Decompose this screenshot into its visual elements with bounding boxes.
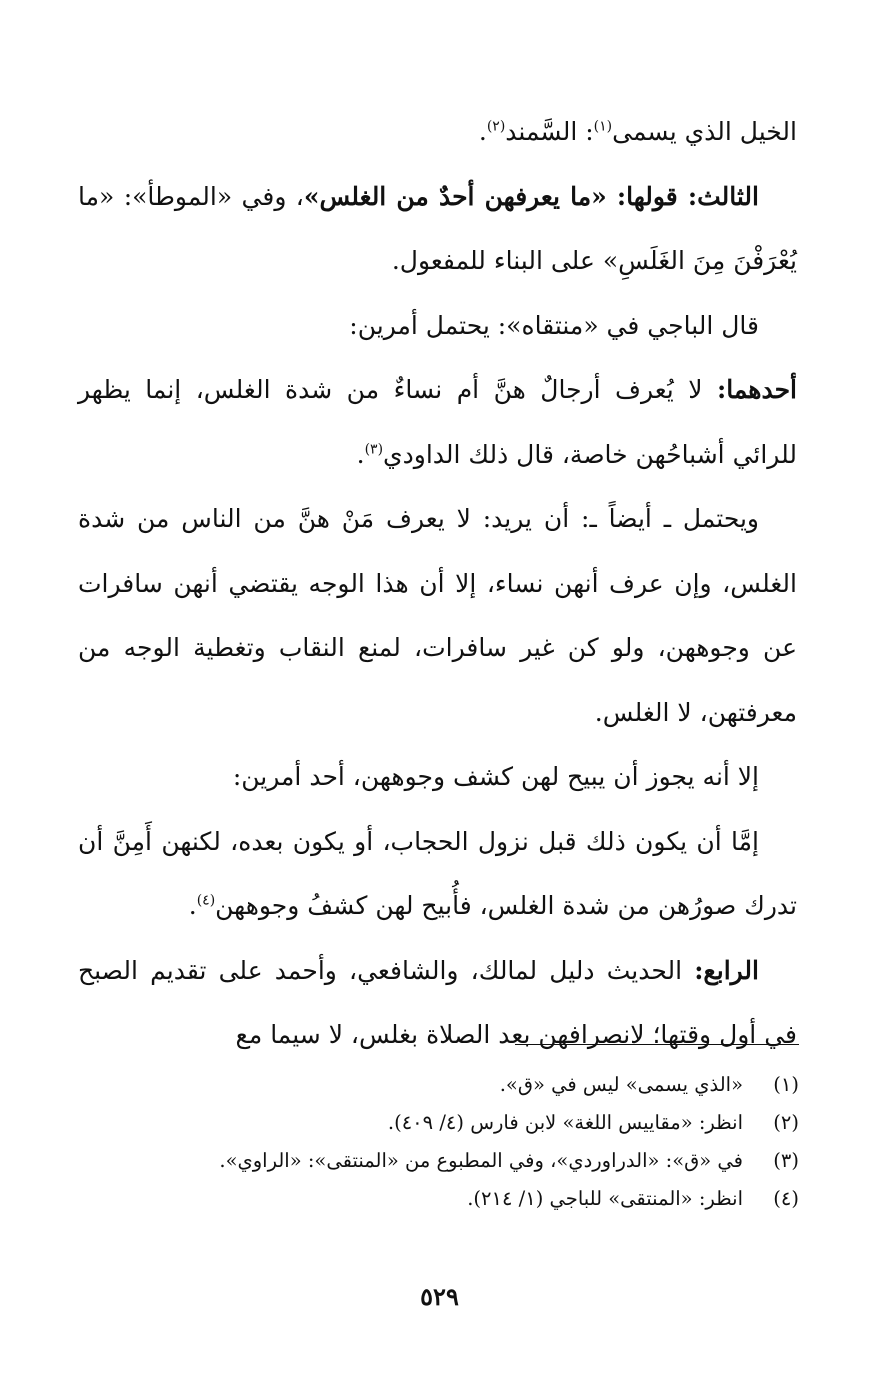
footnote (78, 1104, 799, 1142)
paragraph-4 (78, 358, 797, 487)
footnote (78, 1180, 799, 1218)
footnote-text: انظر: «مقاييس اللغة» لابن فارس (٤/ ٤٠٩). (387, 1111, 743, 1134)
footnote-number: (٤) (773, 1187, 799, 1210)
paragraph-7 (78, 810, 797, 939)
footnote-number: (١) (773, 1073, 799, 1096)
paragraph-8 (78, 939, 797, 1068)
paragraph-8-lead: الرابع: (694, 955, 759, 985)
footnote (78, 1142, 799, 1180)
paragraph-7-end: . (188, 891, 197, 920)
footnote-text: «الذي يسمى» ليس في «ق». (499, 1073, 743, 1096)
paragraph-7-text: إمَّا أن يكون ذلك قبل نزول الحجاب، أو يكون بعده، لكنهن أَمِنَّ أن تدرك صورُهن من شدة الغلس، فأُبيح لهن كشفُ وجوههن (78, 826, 797, 920)
paragraph-1 (78, 100, 797, 165)
footnote-divider (515, 1044, 799, 1045)
footnote-number: (٢) (773, 1111, 799, 1134)
paragraph-3: قال الباجي في «منتقاه»: يحتمل أمرين: (349, 310, 759, 340)
paragraph-6: إلا أنه يجوز أن يبيح لهن كشف وجوههن، أحد أمرين: (232, 762, 759, 791)
footnote-text: في «ق»: «الدراوردي»، وفي المطبوع من «المنتقى»: «الراوي». (219, 1149, 743, 1172)
paragraph-8-rest: الحديث دليل لمالك، والشافعي، وأحمد على تقديم الصبح في أول وقتها؛ لانصرافهن بعد الصلاة بغلس، لا سيما مع (78, 955, 797, 1049)
paragraph-1-text: الخيل الذي يسمى (612, 117, 797, 146)
main-text (78, 100, 797, 1068)
paragraph-2-lead: الثالث: قولها: «ما يعرفهن أحدٌ من الغلس» (303, 181, 759, 211)
footnotes (78, 1066, 799, 1218)
footnote-ref-4: (٤) (196, 892, 216, 909)
page-number: ٥٢٩ (420, 1282, 459, 1311)
footnote-ref-1: (١) (593, 118, 613, 135)
paragraph-4-end: . (356, 439, 365, 469)
paragraph-2 (78, 165, 797, 294)
paragraph-4-rest: لا يُعرف أرجالٌ هنَّ أم نساءٌ من شدة الغلس، إنما يظهر للرائي أشباحُهن خاصة، قال ذلك الداودي (78, 375, 797, 469)
footnote-ref-3: (٣) (364, 441, 384, 458)
paragraph-5: ويحتمل ـ أيضاً ـ: أن يريد: لا يعرف مَنْ هنَّ من الناس من شدة الغلس، وإن عرف أنهن نساء، إلا أن هذا الوجه يقتضي أنهن سافرات عن وجوههن، ولو كن غير سافرات، لمنع النقاب وتغطية الوجه من معرفتهن، لا الغلس. (78, 504, 797, 727)
paragraph-4-lead: أحدهما: (716, 375, 797, 404)
footnote (78, 1066, 799, 1104)
footnote-number: (٣) (773, 1149, 799, 1172)
footnote-ref-2: (٢) (486, 118, 506, 135)
paragraph-1-end: . (478, 117, 487, 146)
footnote-text: انظر: «المنتقى» للباجي (١/ ٢١٤). (467, 1187, 743, 1210)
paragraph-1-after: : السَّمند (505, 117, 594, 146)
paragraph-2-rest: ، وفي «الموطأ»: «ما يُعْرَفْنَ مِنَ الغَلَسِ» على البناء للمفعول. (78, 181, 797, 275)
